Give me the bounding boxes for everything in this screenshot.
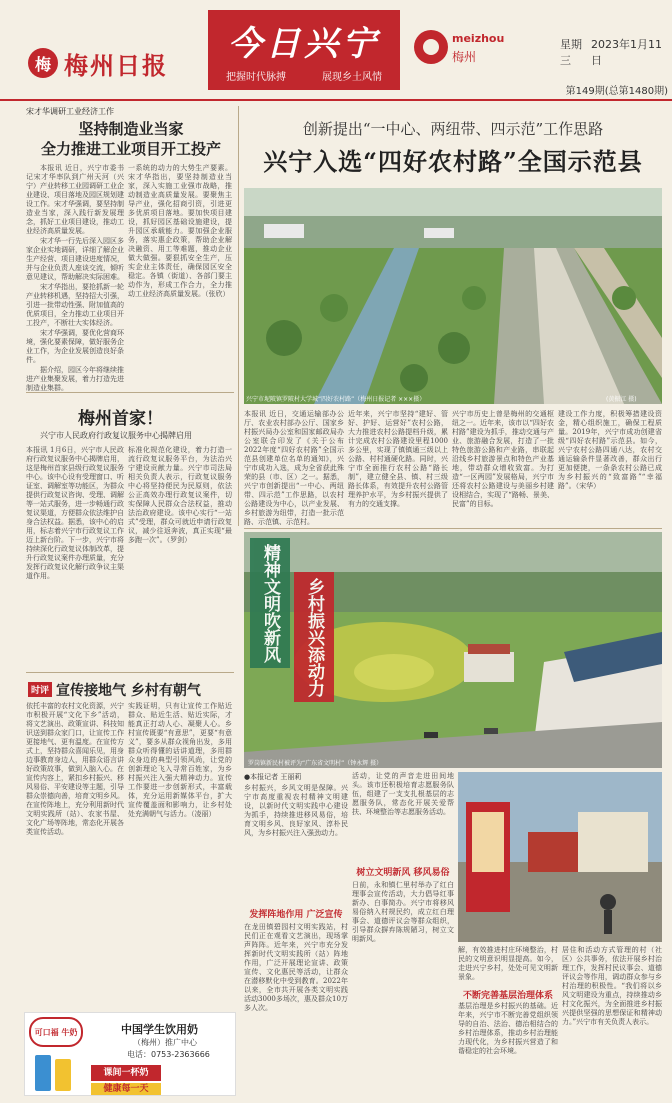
- manufacturing-column-1: [26, 164, 124, 392]
- roads-column-4: 建设工作力度，积极筹措建设资金，精心组织施工，确保工程质量。2019年，兴宁市成功创建省级“四好农村路”示范县。如今，兴宁农村公路四通八达，农村交通运输条件显著改善，群众出行更加便捷，一条条农村公路已成为乡村振兴的“致富路”“幸福路”。（宋华）: [558, 410, 662, 490]
- manufacturing-kicker: 宋才华调研工业经济工作: [26, 107, 114, 116]
- newspaper-emblem-icon: 梅: [28, 48, 58, 78]
- section-slogans: [208, 68, 400, 83]
- meizhou-daily-logo: [28, 46, 206, 80]
- spirit-col3-top: 解，有效推进村庄环境整治，村民的文明意识明显提高。如今，走进兴宁乡村，处处可见文明新景象。: [458, 946, 558, 981]
- milk-box-icon: [29, 1055, 81, 1093]
- roads-aerial-image: [244, 188, 662, 404]
- spirit-subhead-2: 树立文明新风 移风易俗: [356, 868, 450, 878]
- street-photo: [458, 772, 662, 942]
- milk-slogan-2: 健康每一天: [91, 1083, 161, 1095]
- dateline: [560, 36, 668, 68]
- first-column-2: 标准化规范化建设，着力打造一流行政复议服务平台，为法治兴宁建设贡献力量。兴宁市司法局相关负责人表示，行政复议服务中心将坚持便民为民原则，依法公正高效办理行政复议案件，切实保障人民群众合法权益，推动法治政府建设。该中心实行“一站式”受理，群众可就近申请行政复议，减少往返奔波，真正实现“最多跑一次”。（罗剑）: [128, 446, 232, 544]
- section-banner: [208, 10, 400, 90]
- village-photo-caption: 罗岗镇新民村被评为“广东省文明村”（钟永辉 摄）: [248, 760, 383, 767]
- manufacturing-headline-2: 全力推进工业项目开工投产: [40, 140, 221, 158]
- weekday: 星期三: [560, 38, 582, 67]
- spirit-vertical-title-1: 精神文明吹新风: [260, 543, 280, 663]
- header-rule: [0, 99, 672, 101]
- manufacturing-headline-1: 坚持制造业当家: [78, 120, 184, 138]
- spirit-subhead-1: 发挥阵地作用 广泛宣传: [249, 910, 343, 920]
- spirit-vertical-title-2: 乡村振兴添动力: [304, 577, 324, 697]
- spirit-col2-body: 日前，永和镇仁里村举办了红白理事会宣传活动，大力倡导红事新办、白事简办。兴宁市将移风易俗纳入村规民约，成立红白理事会、道德评议会等群众组织，引导群众摒弃陈规陋习，树立文明新风。: [352, 881, 454, 943]
- manufacturing-para: 据介绍，园区今年将继续推进产业集聚发展，着力打造先进制造业集群。: [26, 366, 124, 392]
- spirit-byline: ●本报记者 王丽莉: [244, 773, 302, 781]
- issue-number: 第149期(总第1480期): [565, 86, 668, 97]
- section-divider: [26, 392, 234, 393]
- village-photo: [244, 532, 662, 768]
- meizhou-en: meizhou: [452, 32, 505, 45]
- milk-line-1: 中国学生饮用奶: [121, 1023, 198, 1036]
- masthead: [0, 0, 672, 104]
- commentary-tag: 时评: [28, 682, 52, 697]
- commentary-headline: 宣传接地气 乡村有朝气: [56, 683, 201, 699]
- date: 2023年1月11日: [590, 38, 662, 67]
- roads-photo: [244, 188, 662, 404]
- manufacturing-para: 宋才华指出，要抢抓新一轮产业转移机遇，坚持招大引强，引进一批带动性强、附加值高的优质项目，全力推动工业项目开工投产，不断壮大实体经济。: [26, 283, 124, 327]
- milk-slogan-1: 课间一杯奶: [91, 1065, 161, 1081]
- spirit-subhead-3: 不断完善基层治理体系: [462, 991, 553, 1001]
- street-sign-image: [458, 772, 662, 942]
- spirit-col3-body: 基层治理是乡村振兴的基础。近年来，兴宁市不断完善党组织领导的自治、法治、德治相结合的乡村治理体系，推动乡村治理能力现代化，为乡村振兴营造了和谐稳定的社会环境。: [458, 1002, 558, 1055]
- milk-line-2: （梅州）推广中心: [133, 1038, 197, 1047]
- meizhou-logo: [414, 30, 505, 70]
- spirit-col2-top: 活动，让党的声音走进田间地头。该市还积极培育志愿服务队伍，组建了一支支扎根基层的志愿服务队，常态化开展关爱帮扶、环境整治等志愿服务活动。: [352, 772, 454, 816]
- first-subhead: 兴宁市人民政府行政复议服务中心揭牌启用: [40, 431, 192, 440]
- spirit-banner-1: [250, 538, 290, 668]
- roads-column-3: 兴宁市历史上曾是梅州的交通枢纽之一。近年来，该市以“四好农村路”建设为抓手，推动交通与产业、旅游融合发展，打造了一批特色旅游公路和产业路，串联起沿线乡村旅游景点和特色产业基地，带动群众增收致富。为打造“一区两园”发展格局，兴宁市还将农村公路建设与美丽乡村建设相结合，实现了“路畅、景美、民富”的目标。: [452, 410, 554, 508]
- section-divider: [244, 528, 662, 529]
- manufacturing-column-2: 一系统的动力的大势生产要素。宋才华指出，要坚持制造业当家，深入实施工业强市战略，推动制造业高质量发展。要聚焦主导产业，强化招商引资，引进更多优质项目落地。要加快项目建设，抓好园区基础设施建设，提升园区承载能力。要加强企业服务，落实惠企政策，帮助企业解决融资、用工等难题，推动企业做大做强。要狠抓安全生产，压实企业主体责任，确保园区安全稳定。各镇（街道）、各部门要主动作为，形成工作合力，全力推动工业经济高质量发展。（张欣）: [128, 164, 232, 298]
- spirit-banner-2: [294, 572, 334, 702]
- milk-advertisement: [24, 1012, 236, 1096]
- paper-name: 梅州日报: [64, 50, 168, 80]
- first-column-1: 本报讯 1月6日，兴宁市人民政府行政复议服务中心揭牌启用，这是梅州首家县级行政复议服务中心。该中心设有受理窗口、听证室、调解室等功能区，为群众提供行政复议咨询、受理、调解等一站式服务，进一步畅通行政复议渠道，方便群众依法维护自身合法权益。据悉，该中心的启用，标志着兴宁市行政复议工作迈上新台阶。下一步，兴宁市将持续深化行政复议体制改革，提升行政复议案件办理质量，充分发挥行政复议化解行政争议主渠道作用。: [26, 446, 124, 580]
- milk-phone: 电话：0753-2363666: [127, 1050, 210, 1059]
- slogan-right: 展现乡土风情: [322, 72, 382, 83]
- milk-brand-logo: 可口福 牛奶: [29, 1017, 83, 1047]
- commentary-column-1: 依托丰富的农村文化资源，兴宁市积极开展“文化下乡”活动，将文艺演出、政策宣讲、科技知识送到群众家门口，让宣传工作更接地气、更有温度。在宣传方式上，坚持群众喜闻乐见，用身边事教育身边人，用群众语言讲好政策故事，做到入脑入心。在宣传内容上，紧扣乡村振兴、移风易俗、平安建设等主题，引导群众崇德向善，培育文明乡风。在宣传阵地上，充分利用新时代文明实践所（站）、农家书屋、文化广场等阵地，常态化开展各类宣传活动。: [26, 702, 124, 836]
- roads-kicker: 创新提出“一中心、两纽带、四示范”工作思路: [302, 120, 604, 138]
- commentary-column-2: 实践证明，只有让宣传工作贴近群众、贴近生活、贴近实际，才能真正打动人心、凝聚人心。乡村宣传既要“有意思”，更要“有意义”，要多从群众视角出发，多用群众听得懂的话讲道理，多用群众身边的典型引领风尚，让党的创新理论飞入寻常百姓家，为乡村振兴注入强大精神动力。宣传工作要进一步创新形式，丰富载体，充分运用新媒体平台，扩大宣传覆盖面和影响力，让乡村处处充满朝气与活力。（凌丽）: [128, 702, 232, 818]
- first-headline: 梅州首家！: [78, 409, 163, 429]
- roads-column-2: 近年来，兴宁市坚持“建好、管好、护好、运营好”农村公路，大力推进农村公路提档升级，累计完成农村公路建设里程1000多公里，实现了镇镇通三级以上公路、村村通硬化路。同时，兴宁市全面推行农村公路“路长制”，建立健全县、镇、村三级路长体系，有效提升农村公路管理养护水平，为乡村振兴提供了有力的交通支撑。: [348, 410, 448, 508]
- manufacturing-para: 宋才华强调，要优化营商环境，强化要素保障，做好服务企业工作，为企业发展创造良好条件。: [26, 329, 124, 364]
- spirit-col1-body: 在龙田镇碧园村文明实践站，村民们正在观看文艺演出，现场掌声阵阵。近年来，兴宁市充分发挥新时代文明实践所（站）阵地作用，广泛开展理论宣讲、政策宣传、文化惠民等活动，让群众在潜移默化中受到教育。2022年以来，全市共开展各类文明实践活动3000多场次，惠及群众10万多人次。: [244, 923, 348, 1012]
- slogan-left: 把握时代脉搏: [226, 72, 286, 83]
- manufacturing-para: 宋才华一行先后深入园区多家企业实地调研，详细了解企业生产经营、项目建设进度情况，并与企业负责人座谈交流，倾听意见建议，帮助解决实际困难。: [26, 237, 124, 281]
- meizhou-cn: 梅州: [452, 50, 477, 64]
- spirit-column-1: [244, 772, 348, 1096]
- roads-column-1: 本报讯 近日，交通运输部办公厅、农业农村部办公厅、国家乡村振兴局办公室和国家邮政局办公室联合印发了《关于公布2022年度“四好农村路”全国示范县创建单位名单的通知》，兴宁市成功入选，成为全省获此殊荣的县（市、区）之一。据悉，兴宁市创新提出“一中心、两纽带、四示范”工作思路，以农村公路建设为中心，以产业发展、乡村旅游为纽带，打造一批示范路、示范镇、示范村。: [244, 410, 344, 526]
- section-divider: [26, 672, 234, 673]
- roads-photo-credit: (黄振江 摄): [606, 396, 637, 403]
- spirit-column-2: [352, 772, 454, 1096]
- roads-photo-caption: 兴宁市坭陂镇罗陂村大学城“四好农村路”（梅州日报记者 ×××摄）: [246, 396, 426, 403]
- roads-headline: 兴宁入选“四好农村路”全国示范县: [263, 147, 643, 176]
- section-title: 今日兴宁: [228, 24, 380, 64]
- column-divider: [238, 106, 239, 526]
- spirit-intro: 乡村振兴，乡风文明是保障。兴宁市高度重视农村精神文明建设，以新时代文明实践中心建设为抓手，持续推进移风易俗，培育文明乡风、良好家风、淳朴民风，为乡村振兴注入强劲动力。: [244, 784, 348, 837]
- spirit-column-4: 居住和活动方式管理的村（社区）公共事务，依法开展乡村治理工作，发挥村民议事会、道德评议会等作用，调动群众参与乡村治理的积极性。“我们将以乡风文明建设为重点，持续推动乡村文化振兴，为全面推进乡村振兴提供坚强的思想保证和精神动力。”兴宁市有关负责人表示。: [562, 946, 662, 1026]
- meizhou-flower-icon: [414, 30, 448, 64]
- manufacturing-para: 本报讯 近日，兴宁市委书记宋才华率队到广州天河（兴宁）产业转移工业园调研工业企业建设、项目落地及园区规划建设工作。宋才华强调，要坚持制造业当家，深入践行新发展理念，抓好工业项目建设，推动工业经济高质量发展。: [26, 164, 124, 235]
